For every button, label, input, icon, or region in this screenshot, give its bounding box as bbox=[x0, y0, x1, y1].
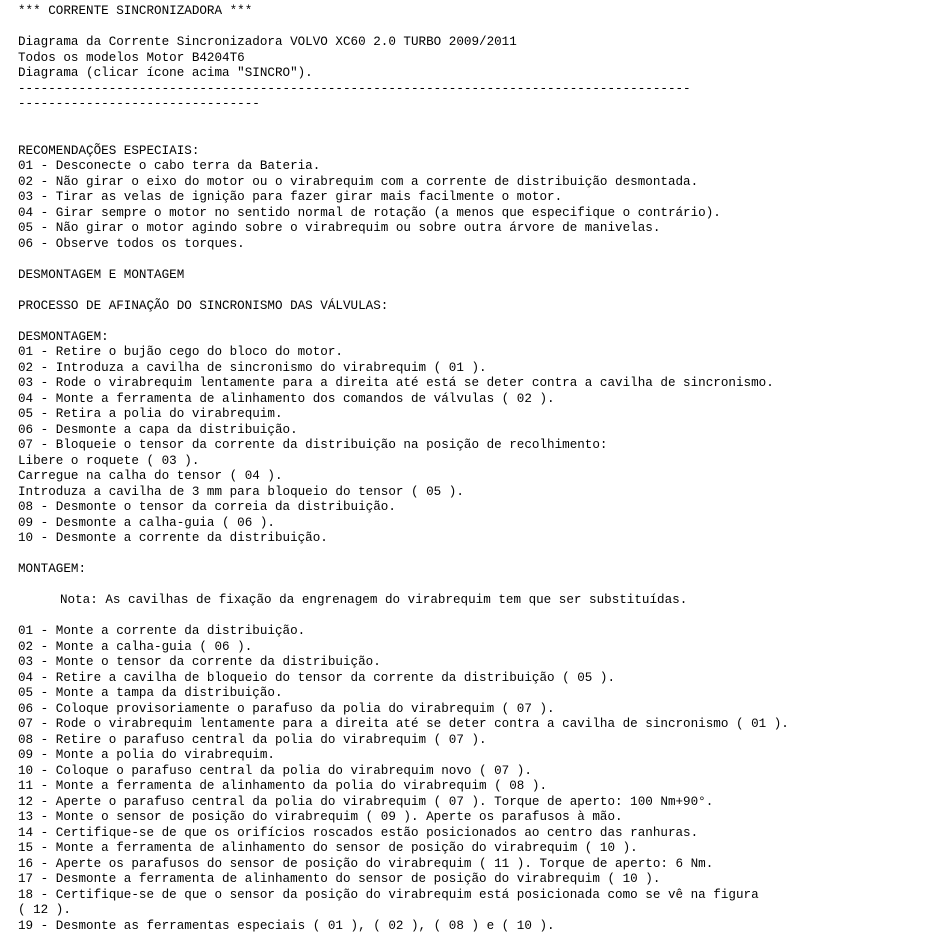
diagram-title: Diagrama da Corrente Sincronizadora VOLVO XC60 2.0 TURBO 2009/2011 bbox=[18, 35, 517, 49]
list-item: 09 - Desmonte a calha-guia ( 06 ). bbox=[18, 515, 275, 530]
list-item: 19 - Desmonte as ferramentas especiais ( 01 ), ( 02 ), ( 08 ) e ( 10 ). bbox=[18, 918, 555, 933]
list-item: 08 - Retire o parafuso central da polia do virabrequim ( 07 ). bbox=[18, 732, 487, 747]
list-item: Carregue na calha do tensor ( 04 ). bbox=[18, 469, 283, 483]
list-item: 18 - Certifique-se de que o sensor da posição do virabrequim está posicionada como se vê na figura bbox=[18, 887, 759, 902]
list-item: 02 - Não girar o eixo do motor ou o virabrequim com a corrente de distribuição desmontada. bbox=[18, 174, 699, 189]
recommendations-list bbox=[18, 159, 936, 252]
list-item: 10 - Desmonte a corrente da distribuição. bbox=[18, 531, 328, 545]
list-item: 01 - Desconecte o cabo terra da Bateria. bbox=[18, 159, 321, 173]
doc-title: *** CORRENTE SINCRONIZADORA *** bbox=[18, 4, 253, 18]
assembly-list bbox=[18, 624, 936, 934]
list-item: 07 - Rode o virabrequim lentamente para a direita até se deter contra a cavilha de sincronismo ( 01 ). bbox=[18, 717, 789, 731]
recommendations-heading: RECOMENDAÇÕES ESPECIAIS: bbox=[18, 143, 200, 158]
list-item: 07 - Bloqueie o tensor da corrente da distribuição na posição de recolhimento: bbox=[18, 438, 608, 452]
list-item: 16 - Aperte os parafusos do sensor de posição do virabrequim ( 11 ). Torque de aperto: 6 Nm. bbox=[18, 856, 714, 871]
list-item: 06 - Desmonte a capa da distribuição. bbox=[18, 422, 298, 437]
list-item: 02 - Introduza a cavilha de sincronismo do virabrequim ( 01 ). bbox=[18, 360, 487, 375]
models-line: Todos os modelos Motor B4204T6 bbox=[18, 50, 245, 65]
disassembly-list bbox=[18, 345, 936, 547]
disassembly-heading: DESMONTAGEM: bbox=[18, 329, 109, 344]
list-item: 04 - Girar sempre o motor no sentido normal de rotação (a menos que especifique o contrário). bbox=[18, 205, 721, 220]
list-item: 01 - Retire o bujão cego do bloco do motor. bbox=[18, 345, 343, 359]
list-item: 05 - Monte a tampa da distribuição. bbox=[18, 686, 283, 700]
list-item: 04 - Retire a cavilha de bloqueio do tensor da corrente da distribuição ( 05 ). bbox=[18, 670, 616, 685]
list-item: 09 - Monte a polia do virabrequim. bbox=[18, 748, 275, 762]
list-item: 03 - Monte o tensor da corrente da distribuição. bbox=[18, 655, 381, 669]
list-item: 02 - Monte a calha-guia ( 06 ). bbox=[18, 639, 253, 654]
list-item: 03 - Tirar as velas de ignição para fazer girar mais facilmente o motor. bbox=[18, 190, 563, 204]
separator-rule-continued: -------------------------------- bbox=[18, 97, 260, 111]
list-item: 15 - Monte a ferramenta de alinhamento do sensor de posição do virabrequim ( 10 ). bbox=[18, 841, 638, 855]
assembly-heading: MONTAGEM: bbox=[18, 562, 87, 576]
list-item: 05 - Não girar o motor agindo sobre o virabrequim ou sobre outra árvore de manivelas. bbox=[18, 221, 661, 235]
section-title: DESMONTAGEM E MONTAGEM bbox=[18, 267, 185, 282]
list-item: ( 12 ). bbox=[18, 903, 71, 917]
list-item: 12 - Aperte o parafuso central da polia do virabrequim ( 07 ). Torque de aperto: 100 Nm+90°. bbox=[18, 794, 714, 809]
list-item: 14 - Certifique-se de que os orifícios roscados estão posicionados ao centro das ranhuras. bbox=[18, 825, 699, 840]
list-item: 04 - Monte a ferramenta de alinhamento dos comandos de válvulas ( 02 ). bbox=[18, 391, 555, 406]
list-item: Libere o roquete ( 03 ). bbox=[18, 453, 200, 468]
list-item: 03 - Rode o virabrequim lentamente para a direita até está se deter contra a cavilha de sincronismo. bbox=[18, 376, 774, 390]
list-item: 05 - Retira a polia do virabrequim. bbox=[18, 407, 283, 421]
list-item: 13 - Monte o sensor de posição do virabrequim ( 09 ). Aperte os parafusos à mão. bbox=[18, 810, 623, 824]
diagram-link-hint: Diagrama (clicar ícone acima "SINCRO"). bbox=[18, 66, 313, 80]
process-title: PROCESSO DE AFINAÇÃO DO SINCRONISMO DAS VÁLVULAS: bbox=[18, 298, 389, 313]
assembly-note: Nota: As cavilhas de fixação da engrenagem do virabrequim tem que ser substituídas. bbox=[60, 593, 688, 607]
list-item: Introduza a cavilha de 3 mm para bloqueio do tensor ( 05 ). bbox=[18, 484, 464, 499]
list-item: 11 - Monte a ferramenta de alinhamento da polia do virabrequim ( 08 ). bbox=[18, 779, 548, 793]
list-item: 06 - Observe todos os torques. bbox=[18, 236, 245, 251]
separator-rule: ----------------------------------------------------------------------------------------- bbox=[18, 81, 691, 96]
list-item: 01 - Monte a corrente da distribuição. bbox=[18, 624, 306, 638]
list-item: 08 - Desmonte o tensor da correia da distribuição. bbox=[18, 500, 396, 514]
list-item: 10 - Coloque o parafuso central da polia do virabrequim novo ( 07 ). bbox=[18, 763, 532, 778]
list-item: 06 - Coloque provisoriamente o parafuso da polia do virabrequim ( 07 ). bbox=[18, 701, 555, 716]
list-item: 17 - Desmonte a ferramenta de alinhamento do sensor de posição do virabrequim ( 10 ). bbox=[18, 872, 661, 886]
